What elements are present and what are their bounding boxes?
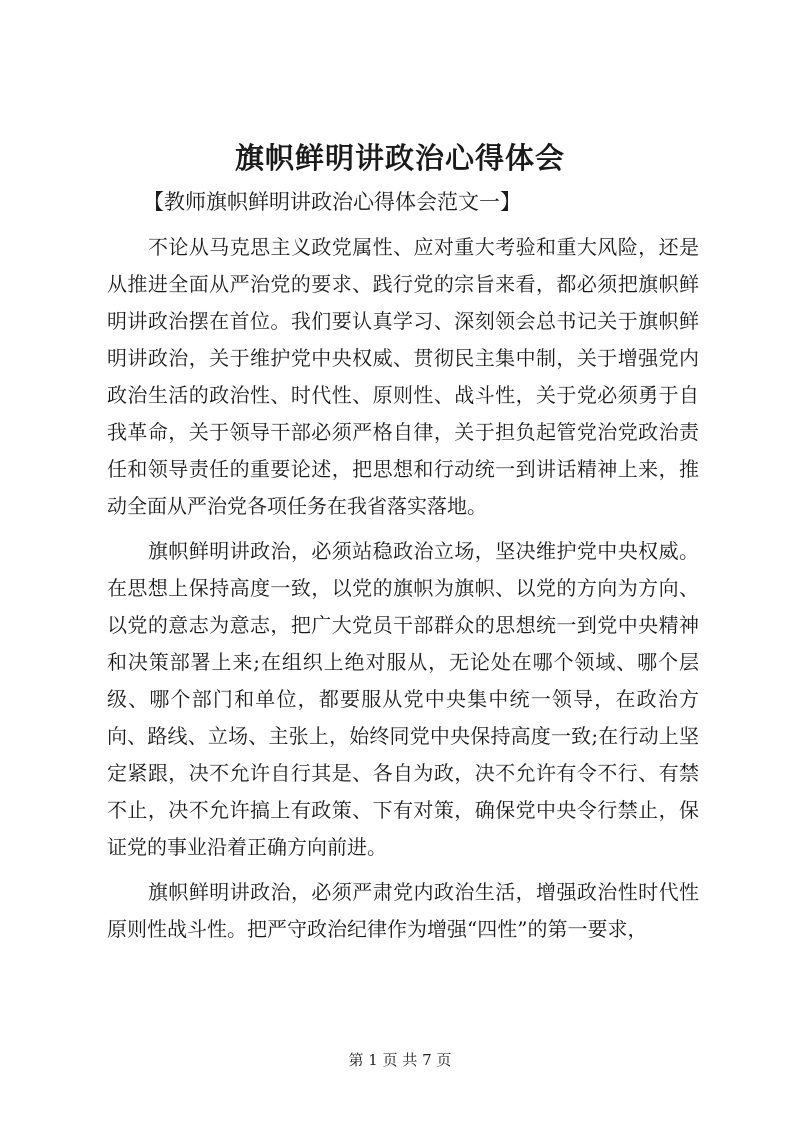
body-paragraph: 旗帜鲜明讲政治，必须站稳政治立场，坚决维护党中央权威。在思想上保持高度一致，以党的旗帜为旗帜、以党的方向为方向、以党的意志为意志，把广大党员干部群众的思想统一到党中央精神和决策部署上来;在组织上绝对服从，无论处在哪个领域、哪个层级、哪个部门和单位，都要服从党中央集中统一领导，在政治方向、路线、立场、主张上，始终同党中央保持高度一致;在行动上坚定紧跟，决不允许自行其是、各自为政，决不允许有令不行、有禁不止，决不允许搞上有政策、下有对策，确保党中央令行禁止，保证党的事业沿着正确方向前进。 <box>107 539 699 859</box>
body-paragraph: 旗帜鲜明讲政治，必须严肃党内政治生活，增强政治性时代性原则性战斗性。把严守政治纪律作为增强“四性”的第一要求， <box>107 880 699 941</box>
body-paragraph: 不论从马克思主义政党属性、应对重大考验和重大风险，还是从推进全面从严治党的要求、践行党的宗旨来看，都必须把旗帜鲜明讲政治摆在首位。我们要认真学习、深刻领会总书记关于旗帜鲜明讲政治，关于维护党中央权威、贯彻民主集中制，关于增强党内政治生活的政治性、时代性、原则性、战斗性，关于党必须勇于自我革命，关于领导干部必须严格自律，关于担负起管党治党政治责任和领导责任的重要论述，把思想和行动统一到讲话精神上来，推动全面从严治党各项任务在我省落实落地。 <box>107 235 699 518</box>
document-body <box>107 184 699 948</box>
section-subheading: 【教师旗帜鲜明讲政治心得体会范文一】 <box>143 190 521 214</box>
document-title: 旗帜鲜明讲政治心得体会 <box>234 141 565 175</box>
page-footer: 第 1 页 共 7 页 <box>348 1051 452 1069</box>
